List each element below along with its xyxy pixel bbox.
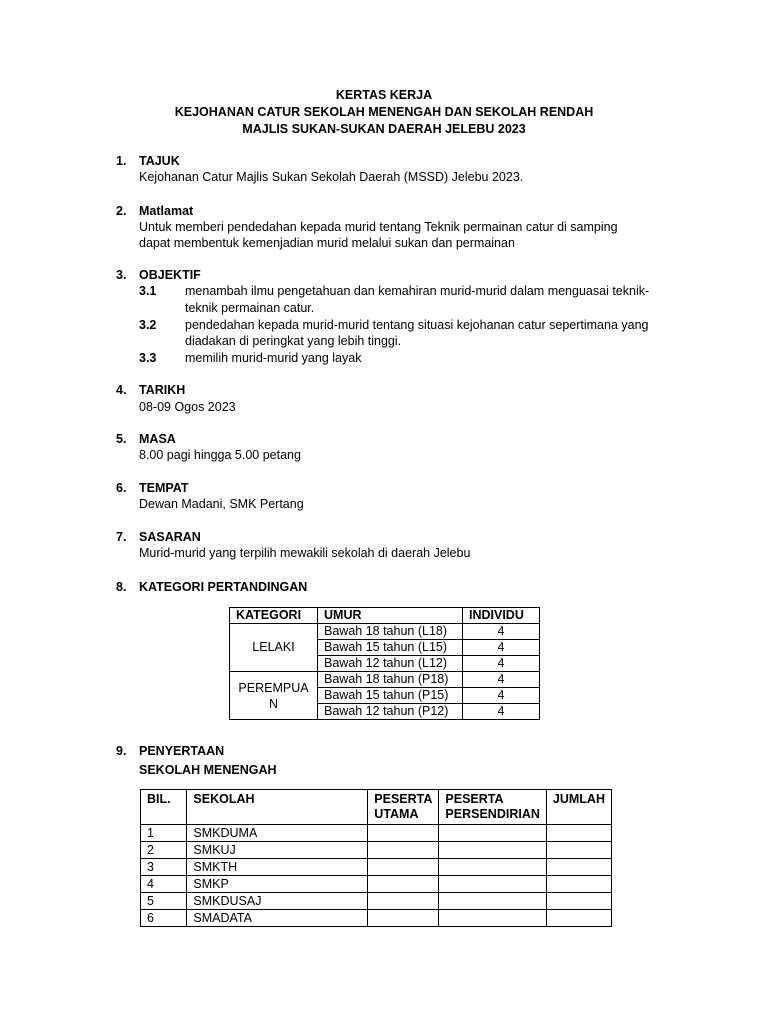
objective-3-number: 3.3: [139, 351, 157, 365]
bil-cell: 6: [141, 910, 187, 927]
section-5-title: MASA: [139, 432, 176, 446]
section-8-number: 8.: [116, 580, 127, 594]
bil-cell: 5: [141, 893, 187, 910]
peserta-utama-cell[interactable]: [368, 893, 439, 910]
section-9-title: PENYERTAAN: [139, 744, 225, 758]
table-row: [230, 672, 540, 688]
jumlah-cell[interactable]: [546, 842, 611, 859]
individu-cell: 4: [463, 640, 540, 656]
bil-cell: 1: [141, 825, 187, 842]
section-9-subtitle: SEKOLAH MENENGAH: [139, 763, 277, 777]
peserta-utama-cell[interactable]: [368, 910, 439, 927]
umur-cell: Bawah 12 tahun (P12): [318, 704, 463, 720]
jumlah-cell[interactable]: [546, 859, 611, 876]
objective-1-line2: teknik permainan catur.: [185, 301, 315, 315]
section-6-title: TEMPAT: [139, 481, 189, 495]
section-4-text: 08-09 Ogos 2023: [139, 400, 236, 414]
peserta-persendirian-cell[interactable]: [439, 876, 546, 893]
objective-2-number: 3.2: [139, 318, 157, 332]
objective-1-line1: menambah ilmu pengetahuan dan kemahiran murid-murid dalam menguasai teknik-: [185, 284, 650, 298]
individu-cell: 4: [463, 704, 540, 720]
header-peserta-persendirian: [439, 790, 546, 825]
section-5-text: 8.00 pagi hingga 5.00 petang: [139, 448, 301, 462]
jumlah-cell[interactable]: [546, 876, 611, 893]
sekolah-cell: SMADATA: [187, 910, 368, 927]
header-kategori: KATEGORI: [230, 608, 318, 624]
peserta-persendirian-cell[interactable]: [439, 842, 546, 859]
jumlah-cell[interactable]: [546, 910, 611, 927]
jumlah-cell[interactable]: [546, 825, 611, 842]
objective-2-line1: pendedahan kepada murid-murid tentang situasi kejohanan catur sepertimana yang: [185, 318, 649, 332]
doc-title-line3: MAJLIS SUKAN-SUKAN DAERAH JELEBU 2023: [242, 122, 526, 136]
section-5-number: 5.: [116, 432, 127, 446]
objective-3-line1: memilih murid-murid yang layak: [185, 351, 362, 365]
peserta-persendirian-cell[interactable]: [439, 859, 546, 876]
section-3-number: 3.: [116, 268, 127, 282]
sekolah-cell: SMKTH: [187, 859, 368, 876]
section-2-title: Matlamat: [139, 204, 194, 218]
umur-cell: Bawah 15 tahun (L15): [318, 640, 463, 656]
sekolah-cell: SMKP: [187, 876, 368, 893]
table-row: [141, 859, 612, 876]
section-7-text: Murid-murid yang terpilih mewakili sekolah di daerah Jelebu: [139, 546, 471, 560]
peserta-utama-cell[interactable]: [368, 842, 439, 859]
sekolah-cell: SMKDUSAJ: [187, 893, 368, 910]
individu-cell: 4: [463, 624, 540, 640]
peserta-persendirian-cell[interactable]: [439, 893, 546, 910]
category-perempuan-line2: N: [268, 696, 279, 711]
section-7-title: SASARAN: [139, 530, 201, 544]
table-row: [141, 825, 612, 842]
header-peserta-utama: [368, 790, 439, 825]
category-lelaki: LELAKI: [230, 624, 318, 672]
section-6-number: 6.: [116, 481, 127, 495]
sekolah-table: [140, 789, 612, 927]
section-1-title: TAJUK: [139, 154, 180, 168]
section-1-text: Kejohanan Catur Majlis Sukan Sekolah Daerah (MSSD) Jelebu 2023.: [139, 170, 524, 184]
peserta-persendirian-cell[interactable]: [439, 825, 546, 842]
header-sekolah: SEKOLAH: [187, 790, 368, 825]
bil-cell: 3: [141, 859, 187, 876]
header-peserta-utama-line1: PESERTA: [374, 792, 433, 806]
umur-cell: Bawah 15 tahun (P15): [318, 688, 463, 704]
table-header-row: [230, 608, 540, 624]
table-row: [141, 876, 612, 893]
bil-cell: 4: [141, 876, 187, 893]
header-bil: BIL.: [141, 790, 187, 825]
table-row: [141, 842, 612, 859]
header-jumlah: JUMLAH: [546, 790, 611, 825]
objective-2-line2: diadakan di peringkat yang lebih tinggi.: [185, 334, 402, 348]
umur-cell: Bawah 12 tahun (L12): [318, 656, 463, 672]
table-header-row: [141, 790, 612, 825]
peserta-utama-cell[interactable]: [368, 825, 439, 842]
section-6-text: Dewan Madani, SMK Pertang: [139, 497, 304, 511]
header-umur: UMUR: [318, 608, 463, 624]
bil-cell: 2: [141, 842, 187, 859]
section-8-title: KATEGORI PERTANDINGAN: [139, 580, 308, 594]
individu-cell: 4: [463, 672, 540, 688]
header-peserta-persendirian-line1: PESERTA: [445, 792, 504, 806]
table-row: [141, 893, 612, 910]
table-row: [230, 624, 540, 640]
umur-cell: Bawah 18 tahun (L18): [318, 624, 463, 640]
section-3-title: OBJEKTIF: [139, 268, 201, 282]
individu-cell: 4: [463, 656, 540, 672]
kategori-table: [229, 607, 540, 720]
section-9-number: 9.: [116, 744, 127, 758]
section-1-number: 1.: [116, 154, 127, 168]
sekolah-cell: SMKDUMA: [187, 825, 368, 842]
header-individu: INDIVIDU: [463, 608, 540, 624]
category-perempuan: [230, 672, 318, 720]
section-4-title: TARIKH: [139, 383, 186, 397]
table-row: [141, 910, 612, 927]
objective-1-number: 3.1: [139, 284, 157, 298]
section-2-text-line1: Untuk memberi pendedahan kepada murid tentang Teknik permainan catur di samping: [139, 220, 618, 234]
header-peserta-utama-line2: UTAMA: [374, 807, 419, 821]
peserta-utama-cell[interactable]: [368, 859, 439, 876]
section-2-number: 2.: [116, 204, 127, 218]
jumlah-cell[interactable]: [546, 893, 611, 910]
umur-cell: Bawah 18 tahun (P18): [318, 672, 463, 688]
peserta-persendirian-cell[interactable]: [439, 910, 546, 927]
doc-title-line2: KEJOHANAN CATUR SEKOLAH MENENGAH DAN SEKOLAH RENDAH: [174, 105, 594, 119]
section-2-text-line2: dapat membentuk kemenjadian murid melalui sukan dan permainan: [139, 236, 515, 250]
section-4-number: 4.: [116, 383, 127, 397]
section-7-number: 7.: [116, 530, 127, 544]
header-peserta-persendirian-line2: PERSENDIRIAN: [445, 807, 540, 821]
doc-title-line1: KERTAS KERJA: [335, 88, 433, 102]
sekolah-cell: SMKUJ: [187, 842, 368, 859]
individu-cell: 4: [463, 688, 540, 704]
peserta-utama-cell[interactable]: [368, 876, 439, 893]
category-perempuan-line1: PEREMPUA: [238, 680, 309, 695]
